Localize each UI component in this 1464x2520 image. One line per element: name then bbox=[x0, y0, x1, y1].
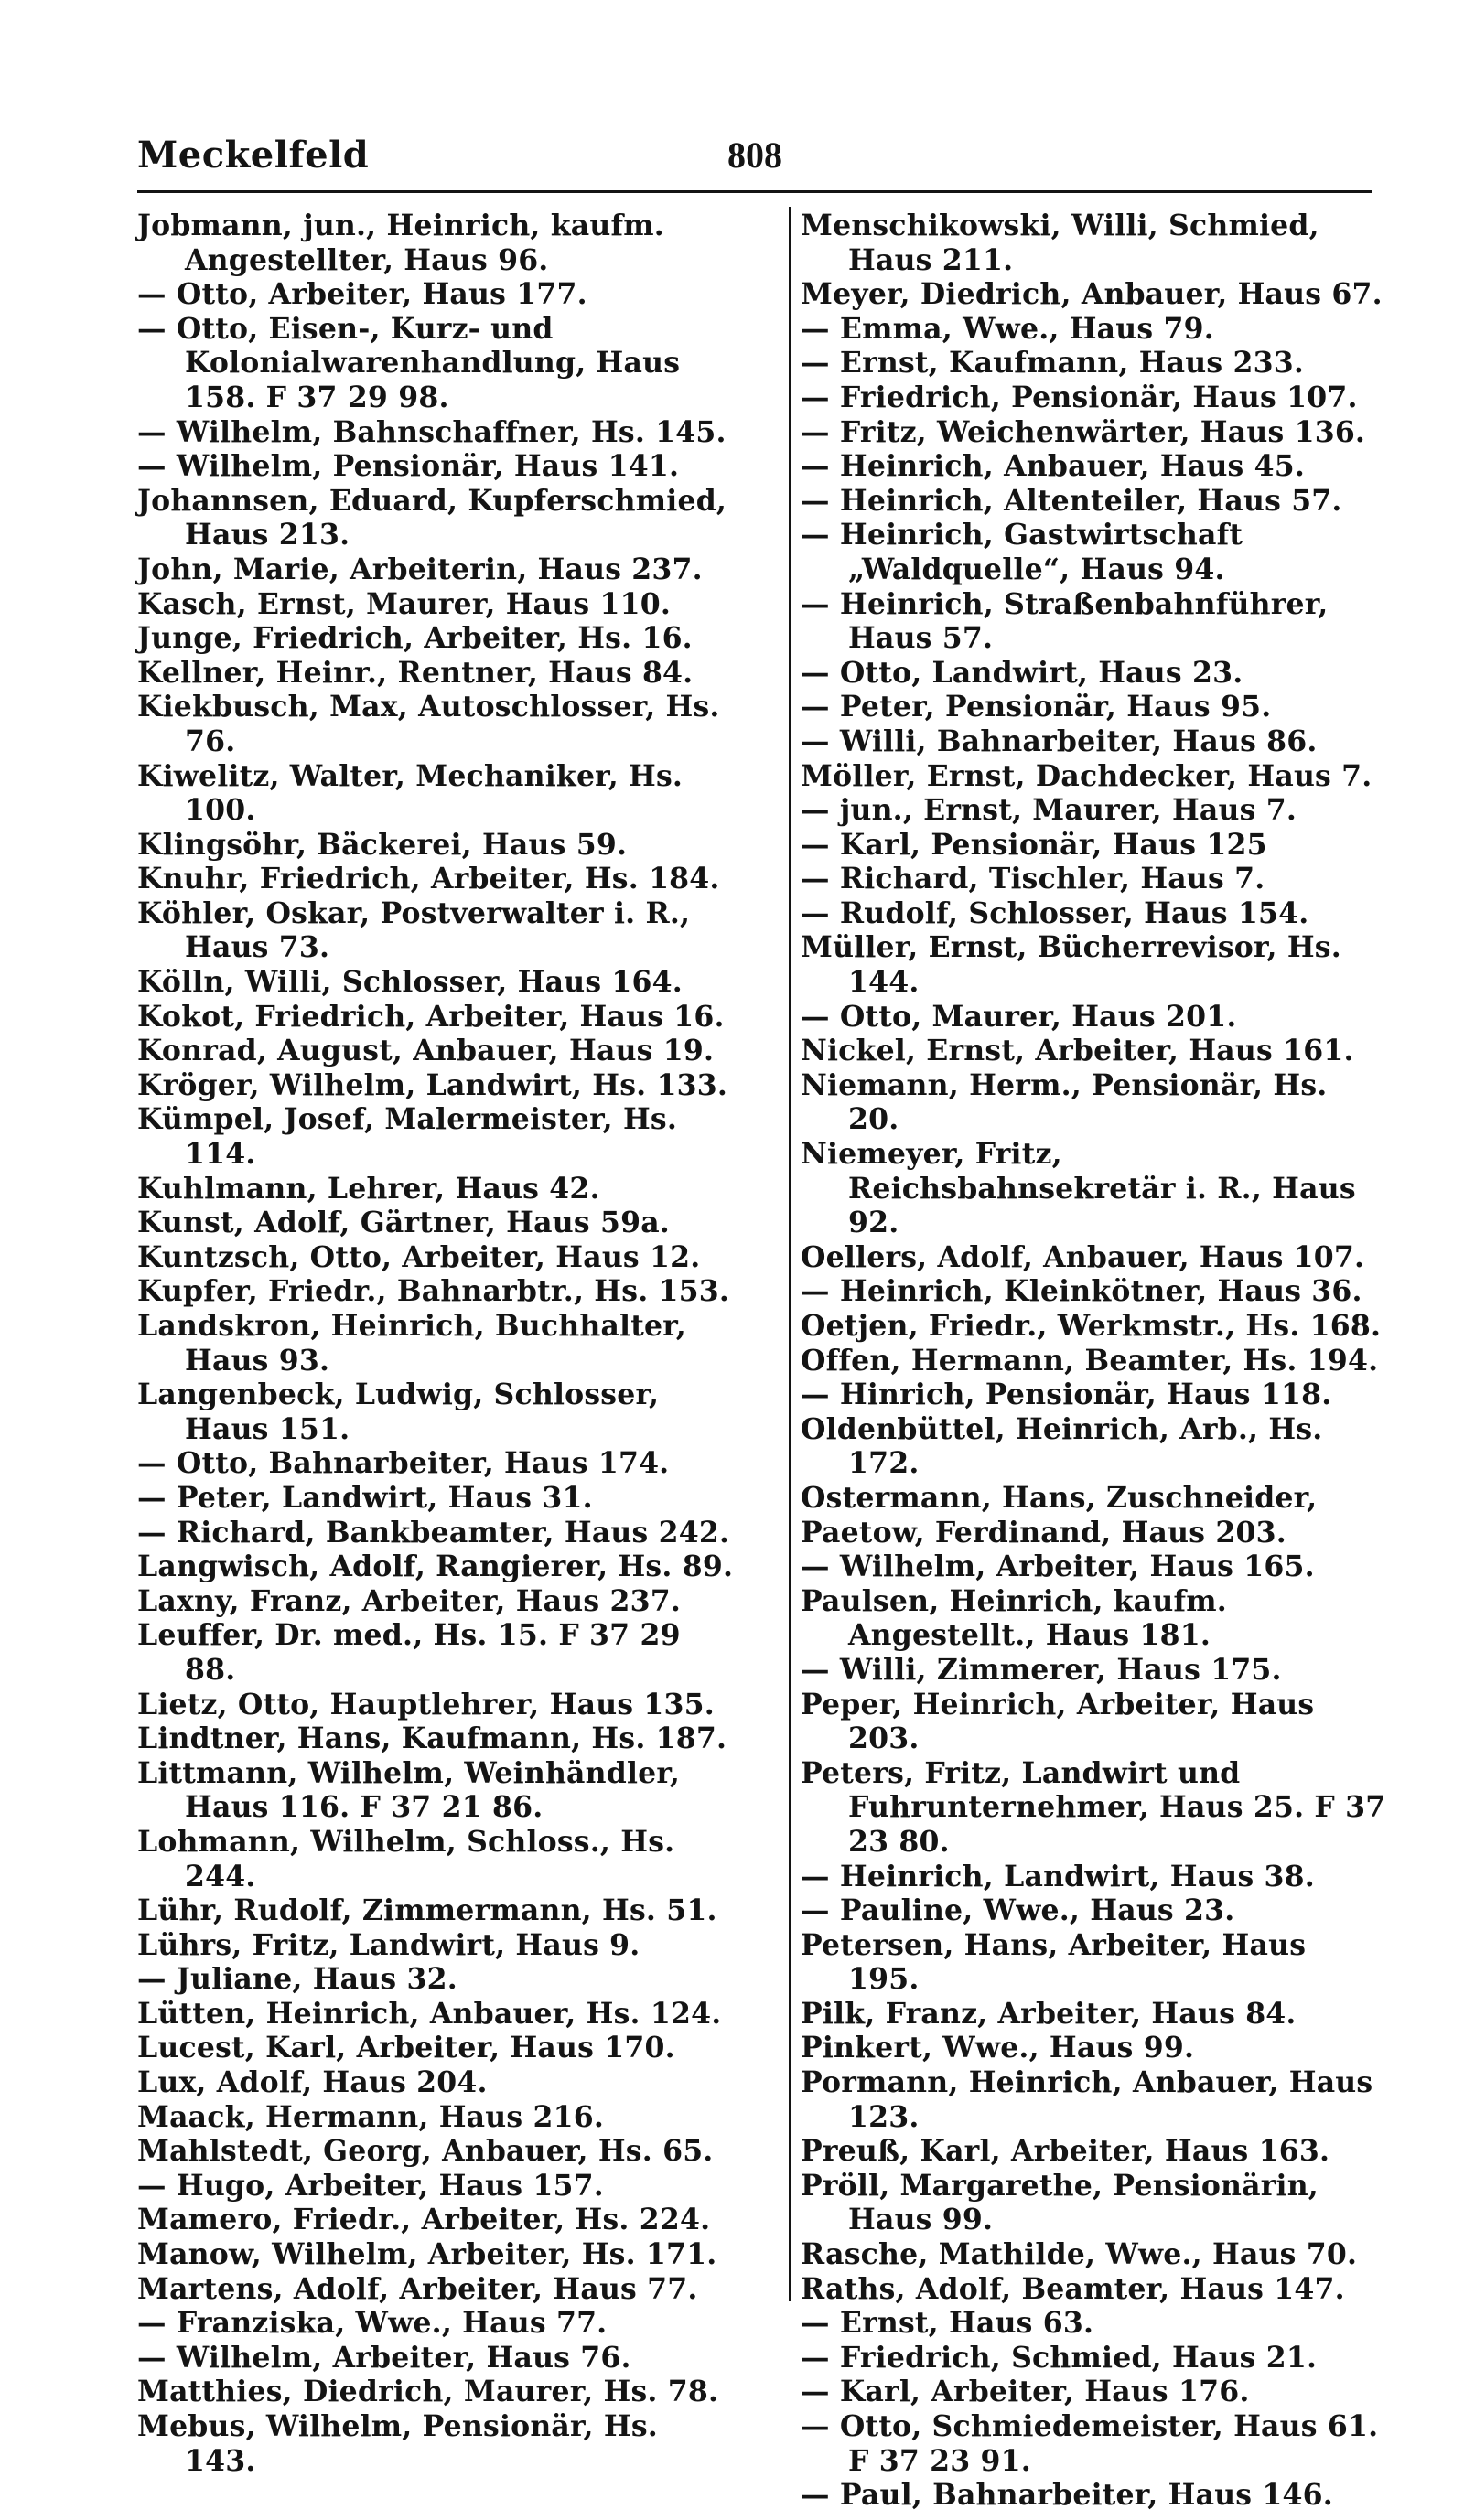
directory-entry: — Ernst, Kaufmann, Haus 233. bbox=[801, 346, 1305, 381]
directory-entry: Leuffer, Dr. med., Hs. 15. F 37 29 88. bbox=[137, 1618, 681, 1687]
directory-entry: — Heinrich, Gastwirtschaft „Waldquelle“, Haus 94. bbox=[801, 518, 1243, 586]
directory-entry: — Friedrich, Schmied, Haus 21. bbox=[801, 2340, 1318, 2375]
directory-entry: Pröll, Margarethe, Pensionärin, Haus 99. bbox=[801, 2168, 1319, 2237]
right-column bbox=[801, 209, 1386, 2513]
directory-entry: Lindtner, Hans, Kaufmann, Hs. 187. bbox=[137, 1721, 727, 1756]
directory-entry: — jun., Ernst, Maurer, Haus 7. bbox=[801, 793, 1297, 828]
directory-entry: Konrad, August, Anbauer, Haus 19. bbox=[137, 1034, 715, 1068]
column-divider bbox=[789, 207, 791, 2301]
directory-entry: Lux, Adolf, Haus 204. bbox=[137, 2065, 488, 2100]
directory-entry: Oetjen, Friedr., Werkmstr., Hs. 168. bbox=[801, 1309, 1382, 1343]
directory-entry: Langwisch, Adolf, Rangierer, Hs. 89. bbox=[137, 1550, 734, 1584]
directory-entry: Littmann, Wilhelm, Weinhändler, Haus 116. F 37 21 86. bbox=[137, 1755, 681, 1825]
directory-entry: Kupfer, Friedr., Bahnarbtr., Hs. 153. bbox=[137, 1274, 730, 1309]
running-head bbox=[137, 134, 1372, 179]
directory-entry: Pinkert, Wwe., Haus 99. bbox=[801, 2031, 1195, 2065]
directory-entry: — Heinrich, Anbauer, Haus 45. bbox=[801, 449, 1306, 484]
directory-entry: Kasch, Ernst, Maurer, Haus 110. bbox=[137, 586, 672, 621]
directory-entry: Offen, Hermann, Beamter, Hs. 194. bbox=[801, 1343, 1379, 1378]
directory-entry: Meyer, Diedrich, Anbauer, Haus 67. bbox=[801, 277, 1383, 312]
directory-entry: Niemeyer, Fritz, Reichsbahnsekretär i. R., Haus 92. bbox=[801, 1137, 1356, 1240]
directory-entry: Nickel, Ernst, Arbeiter, Haus 161. bbox=[801, 1034, 1354, 1068]
directory-entry: — Wilhelm, Pensionär, Haus 141. bbox=[137, 449, 680, 484]
directory-entry: Petersen, Hans, Arbeiter, Haus 195. bbox=[801, 1927, 1307, 1997]
directory-entry: John, Marie, Arbeiterin, Haus 237. bbox=[137, 552, 703, 586]
directory-entry: Rasche, Mathilde, Wwe., Haus 70. bbox=[801, 2237, 1358, 2272]
directory-entry: Menschikowski, Willi, Schmied, Haus 211. bbox=[801, 209, 1319, 277]
directory-entry: — Friedrich, Pensionär, Haus 107. bbox=[801, 380, 1358, 414]
directory-entry: Manow, Wilhelm, Arbeiter, Hs. 171. bbox=[137, 2237, 717, 2272]
directory-entry: — Heinrich, Landwirt, Haus 38. bbox=[801, 1859, 1315, 1893]
directory-entry: Paetow, Ferdinand, Haus 203. bbox=[801, 1515, 1286, 1550]
directory-entry: Lührs, Fritz, Landwirt, Haus 9. bbox=[137, 1927, 640, 1962]
directory-entry: — Hinrich, Pensionär, Haus 118. bbox=[801, 1378, 1332, 1412]
directory-entry: Kellner, Heinr., Rentner, Haus 84. bbox=[137, 655, 694, 690]
directory-entry: Möller, Ernst, Dachdecker, Haus 7. bbox=[801, 758, 1372, 793]
directory-entry: Kölln, Willi, Schlosser, Haus 164. bbox=[137, 965, 683, 1000]
left-column bbox=[137, 209, 737, 2478]
directory-entry: Martens, Adolf, Arbeiter, Haus 77. bbox=[137, 2271, 698, 2306]
directory-entry: — Karl, Arbeiter, Haus 176. bbox=[801, 2375, 1250, 2409]
directory-entry: — Otto, Arbeiter, Haus 177. bbox=[137, 277, 587, 312]
directory-entry: Pilk, Franz, Arbeiter, Haus 84. bbox=[801, 1996, 1297, 2031]
directory-entry: — Otto, Bahnarbeiter, Haus 174. bbox=[137, 1446, 670, 1481]
directory-entry: Lietz, Otto, Hauptlehrer, Haus 135. bbox=[137, 1687, 715, 1721]
directory-entry: — Ernst, Haus 63. bbox=[801, 2306, 1094, 2341]
directory-entry: Matthies, Diedrich, Maurer, Hs. 78. bbox=[137, 2375, 719, 2409]
directory-entry: Oldenbüttel, Heinrich, Arb., Hs. 172. bbox=[801, 1411, 1323, 1481]
directory-entry: — Hugo, Arbeiter, Haus 157. bbox=[137, 2168, 604, 2203]
directory-entry: — Otto, Eisen-, Kurz- und Kolonialwarenhandlung, Haus 158. F 37 29 98. bbox=[137, 311, 681, 414]
directory-entry: — Peter, Pensionär, Haus 95. bbox=[801, 690, 1272, 724]
directory-entry: — Otto, Landwirt, Haus 23. bbox=[801, 655, 1243, 690]
directory-entry: Lohmann, Wilhelm, Schloss., Hs. 244. bbox=[137, 1824, 675, 1893]
directory-entry: Kümpel, Josef, Malermeister, Hs. 114. bbox=[137, 1102, 678, 1172]
directory-entry: — Heinrich, Straßenbahnführer, Haus 57. bbox=[801, 586, 1329, 656]
directory-entry: — Emma, Wwe., Haus 79. bbox=[801, 311, 1214, 346]
directory-entry: Kiekbusch, Max, Autoschlosser, Hs. 76. bbox=[137, 690, 720, 758]
directory-entry: Müller, Ernst, Bücherrevisor, Hs. 144. bbox=[801, 930, 1341, 1000]
directory-entry: — Otto, Schmiedemeister, Haus 61. F 37 23 91. bbox=[801, 2409, 1379, 2478]
directory-entry: — Wilhelm, Arbeiter, Haus 76. bbox=[137, 2340, 631, 2375]
directory-entry: Pormann, Heinrich, Anbauer, Haus 123. bbox=[801, 2065, 1373, 2134]
directory-entry: Langenbeck, Ludwig, Schlosser, Haus 151. bbox=[137, 1378, 660, 1446]
directory-entry: Mebus, Wilhelm, Pensionär, Hs. 143. bbox=[137, 2409, 658, 2478]
directory-entry: — Willi, Bahnarbeiter, Haus 86. bbox=[801, 724, 1318, 758]
directory-entry: — Pauline, Wwe., Haus 23. bbox=[801, 1893, 1235, 1928]
directory-entry: — Willi, Zimmerer, Haus 175. bbox=[801, 1652, 1282, 1687]
directory-entry: Landskron, Heinrich, Buchhalter, Haus 93. bbox=[137, 1309, 686, 1378]
directory-entry: Ostermann, Hans, Zuschneider, bbox=[801, 1480, 1318, 1515]
directory-entry: Lütten, Heinrich, Anbauer, Hs. 124. bbox=[137, 1996, 722, 2031]
directory-entry: — Heinrich, Kleinkötner, Haus 36. bbox=[801, 1274, 1362, 1309]
directory-entry: Mamero, Friedr., Arbeiter, Hs. 224. bbox=[137, 2203, 711, 2237]
directory-entry: Jobmann, jun., Heinrich, kaufm. Angestellter, Haus 96. bbox=[137, 209, 664, 277]
directory-entry: Peters, Fritz, Landwirt und Fuhrunternehmer, Haus 25. F 37 23 80. bbox=[801, 1755, 1386, 1859]
directory-entry: Maack, Hermann, Haus 216. bbox=[137, 2099, 604, 2134]
directory-entry: — Heinrich, Altenteiler, Haus 57. bbox=[801, 483, 1342, 518]
directory-entry: Oellers, Adolf, Anbauer, Haus 107. bbox=[801, 1239, 1365, 1274]
directory-entry: — Karl, Pensionär, Haus 125 bbox=[801, 827, 1267, 862]
directory-entry: Kröger, Wilhelm, Landwirt, Hs. 133. bbox=[137, 1067, 728, 1102]
directory-entry: Knuhr, Friedrich, Arbeiter, Hs. 184. bbox=[137, 862, 720, 896]
directory-entry: Peper, Heinrich, Arbeiter, Haus 203. bbox=[801, 1687, 1315, 1756]
directory-entry: Raths, Adolf, Beamter, Haus 147. bbox=[801, 2271, 1345, 2306]
directory-entry: Junge, Friedrich, Arbeiter, Hs. 16. bbox=[137, 621, 693, 656]
header-rule bbox=[137, 190, 1372, 193]
directory-entry: Paulsen, Heinrich, kaufm. Angestellt., Haus 181. bbox=[801, 1583, 1227, 1653]
directory-entry: — Richard, Tischler, Haus 7. bbox=[801, 862, 1265, 896]
directory-entry: Kuntzsch, Otto, Arbeiter, Haus 12. bbox=[137, 1239, 701, 1274]
directory-entry: — Wilhelm, Arbeiter, Haus 165. bbox=[801, 1550, 1315, 1584]
directory-entry: Laxny, Franz, Arbeiter, Haus 237. bbox=[137, 1583, 681, 1618]
directory-entry: — Richard, Bankbeamter, Haus 242. bbox=[137, 1515, 730, 1550]
directory-entry: Niemann, Herm., Pensionär, Hs. 20. bbox=[801, 1067, 1328, 1137]
directory-entry: — Otto, Maurer, Haus 201. bbox=[801, 999, 1237, 1034]
directory-entry: — Wilhelm, Bahnschaffner, Hs. 145. bbox=[137, 414, 727, 449]
directory-entry: Kokot, Friedrich, Arbeiter, Haus 16. bbox=[137, 999, 725, 1034]
directory-entry: Köhler, Oskar, Postverwalter i. R., Haus 73. bbox=[137, 895, 691, 965]
directory-entry: Mahlstedt, Georg, Anbauer, Hs. 65. bbox=[137, 2134, 714, 2169]
page-number: 808 bbox=[727, 134, 782, 176]
directory-entry: Lucest, Karl, Arbeiter, Haus 170. bbox=[137, 2031, 675, 2065]
directory-entry: Klingsöhr, Bäckerei, Haus 59. bbox=[137, 827, 628, 862]
directory-entry: Kunst, Adolf, Gärtner, Haus 59a. bbox=[137, 1206, 670, 1240]
directory-entry: Kiwelitz, Walter, Mechaniker, Hs. 100. bbox=[137, 758, 684, 828]
directory-entry: — Fritz, Weichenwärter, Haus 136. bbox=[801, 414, 1366, 449]
directory-entry: — Rudolf, Schlosser, Haus 154. bbox=[801, 895, 1309, 930]
directory-entry: Lühr, Rudolf, Zimmermann, Hs. 51. bbox=[137, 1893, 717, 1928]
directory-entry: — Juliane, Haus 32. bbox=[137, 1962, 458, 1997]
directory-entry: Kuhlmann, Lehrer, Haus 42. bbox=[137, 1171, 600, 1206]
directory-entry: — Peter, Landwirt, Haus 31. bbox=[137, 1480, 593, 1515]
place-heading: Meckelfeld bbox=[137, 134, 370, 177]
directory-entry: — Paul, Bahnarbeiter, Haus 146. bbox=[801, 2478, 1333, 2513]
directory-entry: — Franziska, Wwe., Haus 77. bbox=[137, 2306, 608, 2341]
directory-entry: Johannsen, Eduard, Kupferschmied, Haus 213. bbox=[137, 483, 727, 552]
directory-entry: Preuß, Karl, Arbeiter, Haus 163. bbox=[801, 2134, 1330, 2169]
